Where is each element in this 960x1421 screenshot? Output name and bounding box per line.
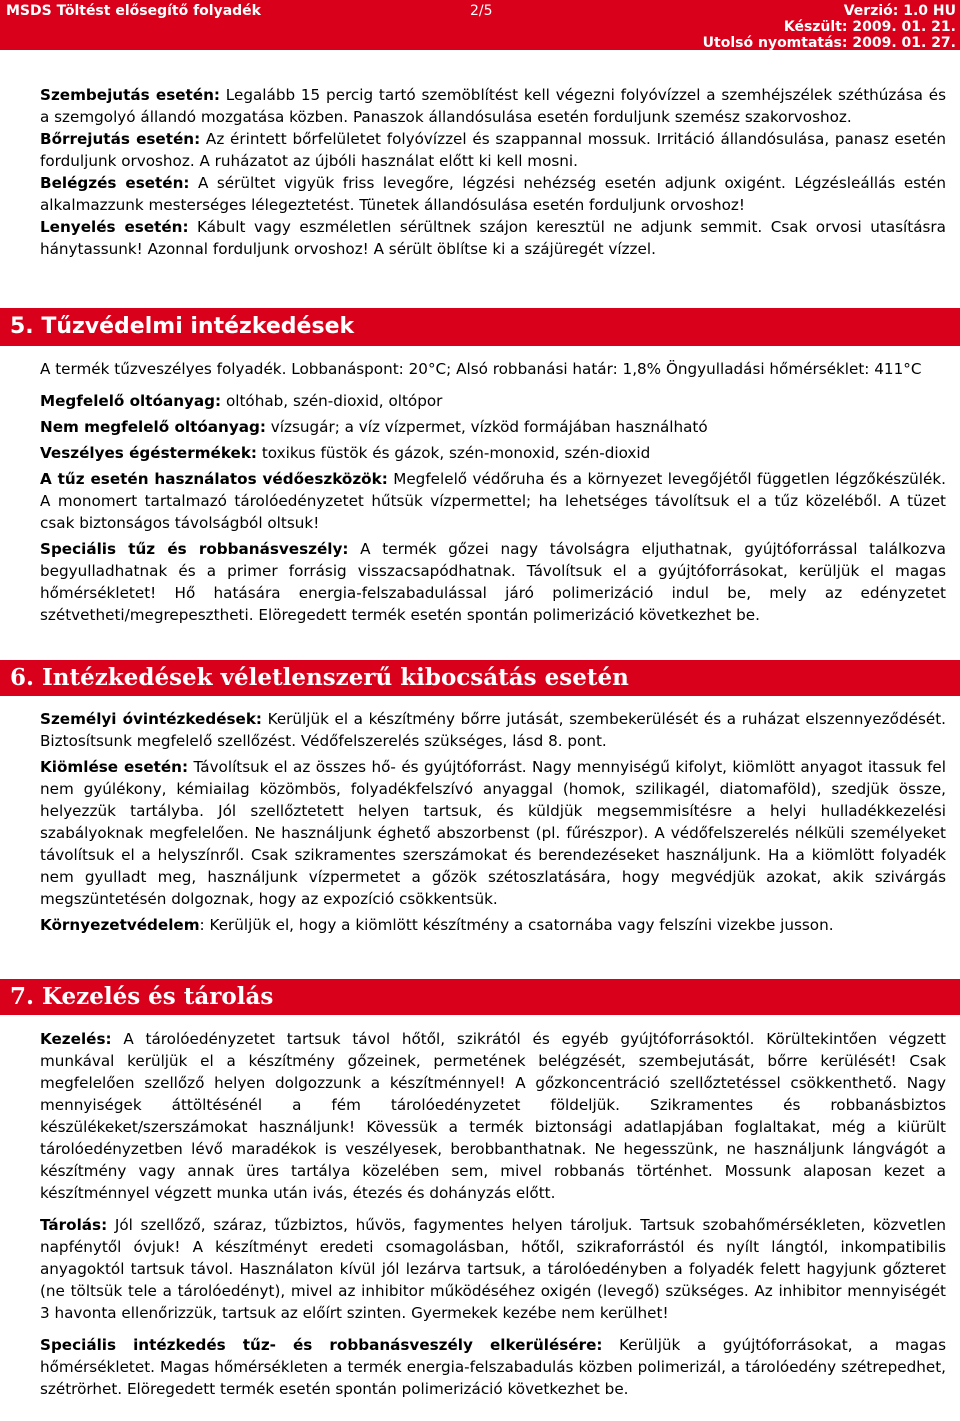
inhalation-text: A sérültet vigyük friss levegőre, légzési nehézség esetén adjunk oxigént. Légzésleállás estén alkalmazzunk mesterséges lélegeztetést. Tünetek állandósulása esetén forduljunk orvoshoz! [40,174,946,214]
suitable-agent-label: Megfelelő oltóanyag: [40,392,222,410]
spill-label: Kiömlése esetén: [40,758,189,776]
ingestion-label: Lenyelés esetén: [40,218,189,236]
eye-contact-label: Szembejutás esetén: [40,86,220,104]
hazardous-products-text: toxikus füstök és gázok, szén-monoxid, szén-dioxid [257,444,651,462]
environment-text: : Kerüljük el, hogy a kiömlött készítmény a csatornába vagy felszíni vizekbe jusson. [199,916,834,934]
skin-contact-text: Az érintett bőrfelületet folyóvízzel és szappannal mossuk. Irritáció állandósulása, panasz esetén forduljunk orvoshoz. A ruházatot az újbóli használat előtt ki kell mosni. [40,130,946,170]
storage-label: Tárolás: [40,1216,108,1234]
special-fire-hazard-text: A termék gőzei nagy távolságra eljuthatnak, gyújtóforrással találkozva begyulladhatnak és a primer forrásig visszacsapódhatnak. Távolítsuk el a gyújtóforrásokat, kerüljük el magas hőmérsékletet! Hő hatására energia-felszabadulással járó polimerizáció indul be, mely az edényzetet szétvetheti/megrepesztheti. Elöregedett termék esetén spontán polimerizáció következhet be. [40,540,946,624]
page-number: 2/5 [470,3,493,19]
ingestion-paragraph [40,216,946,260]
document-title: MSDS Töltést elősegítő folyadék [6,3,261,19]
document-meta [703,3,956,51]
section-7-body [40,1028,946,1400]
printed-date: Utolsó nyomtatás: 2009. 01. 27. [702,35,956,51]
special-fire-hazard-label: Speciális tűz és robbanásveszély: [40,540,349,558]
version: Verzió: 1.0 HU [843,3,956,19]
created-date: Készült: 2009. 01. 21. [783,19,956,35]
special-fire-hazard-paragraph [40,538,946,626]
section-6-heading-bar [0,660,960,696]
section-5-heading-bar [0,308,960,346]
special-measures-text: Kerüljük a gyújtóforrásokat, a magas hőmérsékletet. Magas hőmérsékleten a termék energia-felszabadulás közben polimerizál, a tárolóedény szétrepedhet, szétrörhet. Elöregedett termék esetén spontán polimerizáció következhet be. [40,1336,947,1398]
handling-label: Kezelés: [40,1030,112,1048]
special-measures-label: Speciális intézkedés tűz- és robbanásveszély elkerülésére: [40,1336,603,1354]
section-5-heading: 5. Tűzvédelmi intézkedések [10,314,355,339]
section-5-body [40,358,946,626]
environment-label: Környezetvédelem [40,916,200,934]
personal-precautions-label: Személyi óvintézkedések: [40,710,263,728]
hazardous-products-label: Veszélyes égéstermékek: [40,444,257,462]
handling-paragraph [40,1028,946,1204]
suitable-agent-text: oltóhab, szén-dioxid, oltópor [221,392,443,410]
special-measures-paragraph [40,1334,946,1400]
skin-contact-paragraph [40,128,946,172]
unsuitable-agent-paragraph [40,416,946,438]
environment-paragraph [40,914,946,936]
suitable-agent-paragraph [40,390,946,412]
storage-text: Jól szellőző, száraz, tűzbiztos, hűvös, fagymentes helyen tároljuk. Tartsuk szobahőmérsékleten, közvetlen napfénytől óvjuk! A készítményt eredeti csomagolásban, hőtől, szikraforrástól és nyílt lángtól, inkompatibilis anyagoktól tartsuk távol. Használaton kívül jól lezárva tartsuk, a tárolóedényben a folyadék felett hagyjunk gőzteret (ne töltsük tele a tárolóedényt), mivel az inhibitor működéséhez oxigén (levegő) szükséges. Az inhibitor mennyiségét 3 havonta ellenőrizzük, tartsuk az előírt szinten. Gyermekek kezébe nem kerülhet! [40,1216,946,1322]
skin-contact-label: Bőrrejutás esetén: [40,130,201,148]
inhalation-label: Belégzés esetén: [40,174,190,192]
hazardous-products-paragraph [40,442,946,464]
eye-contact-paragraph [40,84,946,128]
first-aid-block [40,84,946,260]
section-7-heading-bar [0,979,960,1015]
section-6-heading: 6. Intézkedések véletlenszerű kibocsátás esetén [10,664,629,691]
spill-paragraph [40,756,946,910]
personal-precautions-text: Kerüljük el a készítmény bőrre jutását, szembekerülését és a ruházat elszennyeződését. Biztosítsunk megfelelő szellőzést. Védőfelszerelés szükséges, lásd 8. pont. [40,710,946,750]
unsuitable-agent-text: vízsugár; a víz vízpermet, vízköd formájában használható [265,418,708,436]
spill-text: Távolítsuk el az összes hő- és gyújtóforrást. Nagy mennyiségű kifolyt, kiömlött anyagot itassuk fel nem gyúlékony, kémiailag közömbös, folyadékfelszívó anyaggal (homok, szilikagél, diatomaföld), szedjük össze, helyezzük tartályba. Jól szellőztetett helyen tartsuk, és küldjük megsemmisítésre a helyi hulladékkezelési szabályoknak megfelelően. Ne használjunk éghető abszorbenst (pl. fűrészpor). A védőfelszerelés nélküli személyeket távolítsuk el a helyszínről. Csak szikramentes szerszámokat és berendezéseket használjunk. Ha a kiömlött folyadék nem gyulladt meg, használjunk vízpermetet a gőzök szétoszlatására, hogy megvédjük azokat, akik szivárgás megszüntetésén dolgoznak, hogy az expozíció csökkentsük. [40,758,946,908]
ingestion-text: Kábult vagy eszméletlen sérültnek szájon keresztül ne adjunk semmit. Csak orvosi utasításra hánytassunk! Azonnal forduljunk orvoshoz! A sérült öblítse ki a szájüregét vízzel. [40,218,946,258]
storage-paragraph [40,1214,946,1324]
eye-contact-text: Legalább 15 percig tartó szemöblítést kell végezni folyóvízzel a szemhéjszélek széthúzása és a szemgolyó állandó mozgatása közben. Panaszok állandósulása esetén forduljunk szemész szakorvoshoz. [40,86,946,126]
personal-precautions-paragraph [40,708,946,752]
section-6-body [40,708,946,936]
fire-ppe-paragraph [40,468,946,534]
fire-ppe-text: Megfelelő védőruha és a környezet levegőjétől független légzőkészülék. A monomert tartalmazó tárolóedényzetet hűtsük vízpermettel; ha lehetséges távolítsuk el a tűz közeléből. A tüzet csak biztonságos távolságból oltsuk! [40,470,946,532]
inhalation-paragraph [40,172,946,216]
fire-intro: A termék tűzveszélyes folyadék. Lobbanáspont: 20°C; Alsó robbanási határ: 1,8% Öngyulladási hőmérséklet: 411°C [40,360,922,378]
fire-ppe-label: A tűz esetén használatos védőeszközök: [40,470,388,488]
handling-text: A tárolóedényzetet tartsuk távol hőtől, szikrától és egyéb gyújtóforrásoktól. Körültekintően végzett munkával kerüljük el a készítmény gőzeinek, permetének belégzését, szembejutását, bőrre kerülését! Csak megfelelően szellőző helyen dolgozzunk a készítménnyel! A gőzkoncentráció szellőztetéssel csökkenthető. Nagy mennyiségek áttöltésénél a fém tárolóedényzetet földeljük. Szikramentes és robbanásbiztos készülékeket/szerszámokat használjunk! Kövessük a termék biztonsági adatlapjában foglaltakat, még a kiürült tárolóedényzetben lévő maradékok is veszélyesek, berobbanthatnak. Ne hegesszünk, ne használjunk lángvágót a készítmény vagy annak üres tartálya közelében sem, mivel robbanás történhet. Mossunk alaposan kezet a készítménnyel végzett munka után ivás, étezés és dohányzás előtt. [40,1030,946,1202]
section-7-heading: 7. Kezelés és tárolás [10,983,274,1010]
document-header [0,0,960,50]
unsuitable-agent-label: Nem megfelelő oltóanyag: [40,418,266,436]
